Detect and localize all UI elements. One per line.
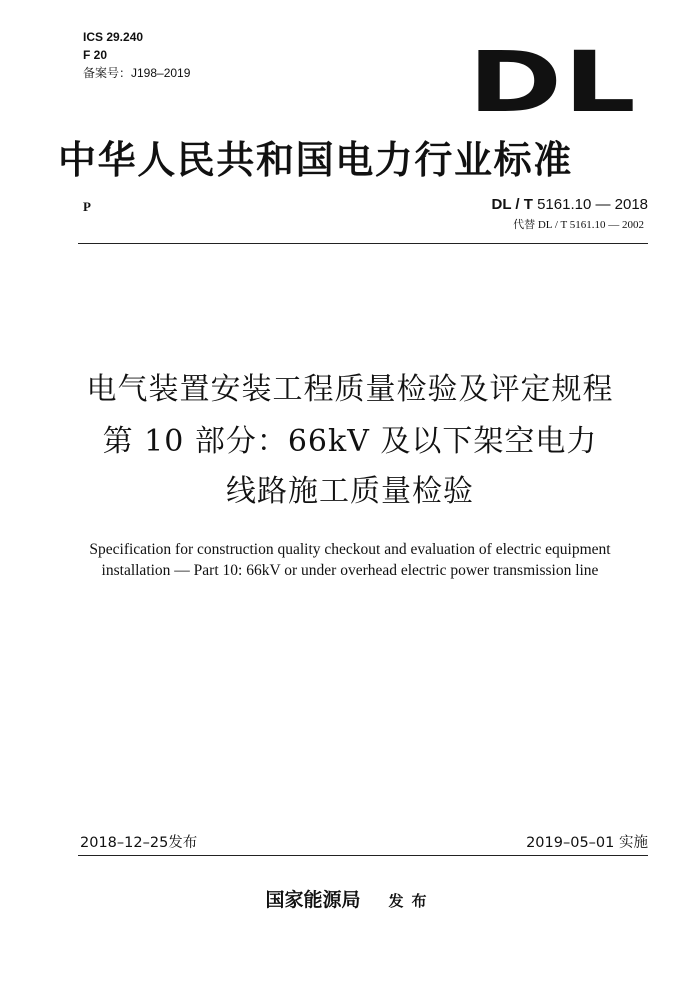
- issuer-name: 国家能源局: [265, 889, 361, 911]
- standard-number-value: 5161.10 — 2018: [532, 196, 648, 213]
- issue-date: 2018–12–25发布: [80, 835, 198, 851]
- en-title-line-2: installation — Part 10: 66kV or under overhead electric power transmission line: [101, 562, 599, 579]
- dl-logo: DL: [468, 33, 638, 131]
- cn-title-line-3: 线路施工质量检验: [226, 474, 474, 509]
- en-title-line-1: Specification for construction quality checkout and evaluation of electric equipment: [89, 541, 611, 558]
- classification-code: P: [83, 199, 91, 214]
- replaces-standard: 代替 DL / T 5161.10 — 2002: [513, 219, 644, 231]
- ccs-code: F 20: [83, 48, 108, 62]
- header-divider: [78, 243, 648, 244]
- record-number: 备案号：J198–2019: [83, 66, 191, 80]
- ics-code: ICS 29.240: [83, 30, 144, 44]
- issuer-line: [0, 885, 700, 912]
- standard-number: [492, 196, 648, 213]
- footer-divider: [78, 855, 648, 856]
- cn-title-line-2: 第 10 部分：66kV 及以下架空电力: [102, 424, 598, 459]
- standard-code-prefix: DL / T: [491, 196, 533, 213]
- publish-label: 发布: [388, 892, 435, 910]
- effective-date: 2019–05–01 实施: [526, 835, 648, 851]
- cn-title-line-1: 电气装置安装工程质量检验及评定规程: [86, 372, 614, 407]
- organization-title: 中华人民共和国电力行业标准: [58, 138, 573, 182]
